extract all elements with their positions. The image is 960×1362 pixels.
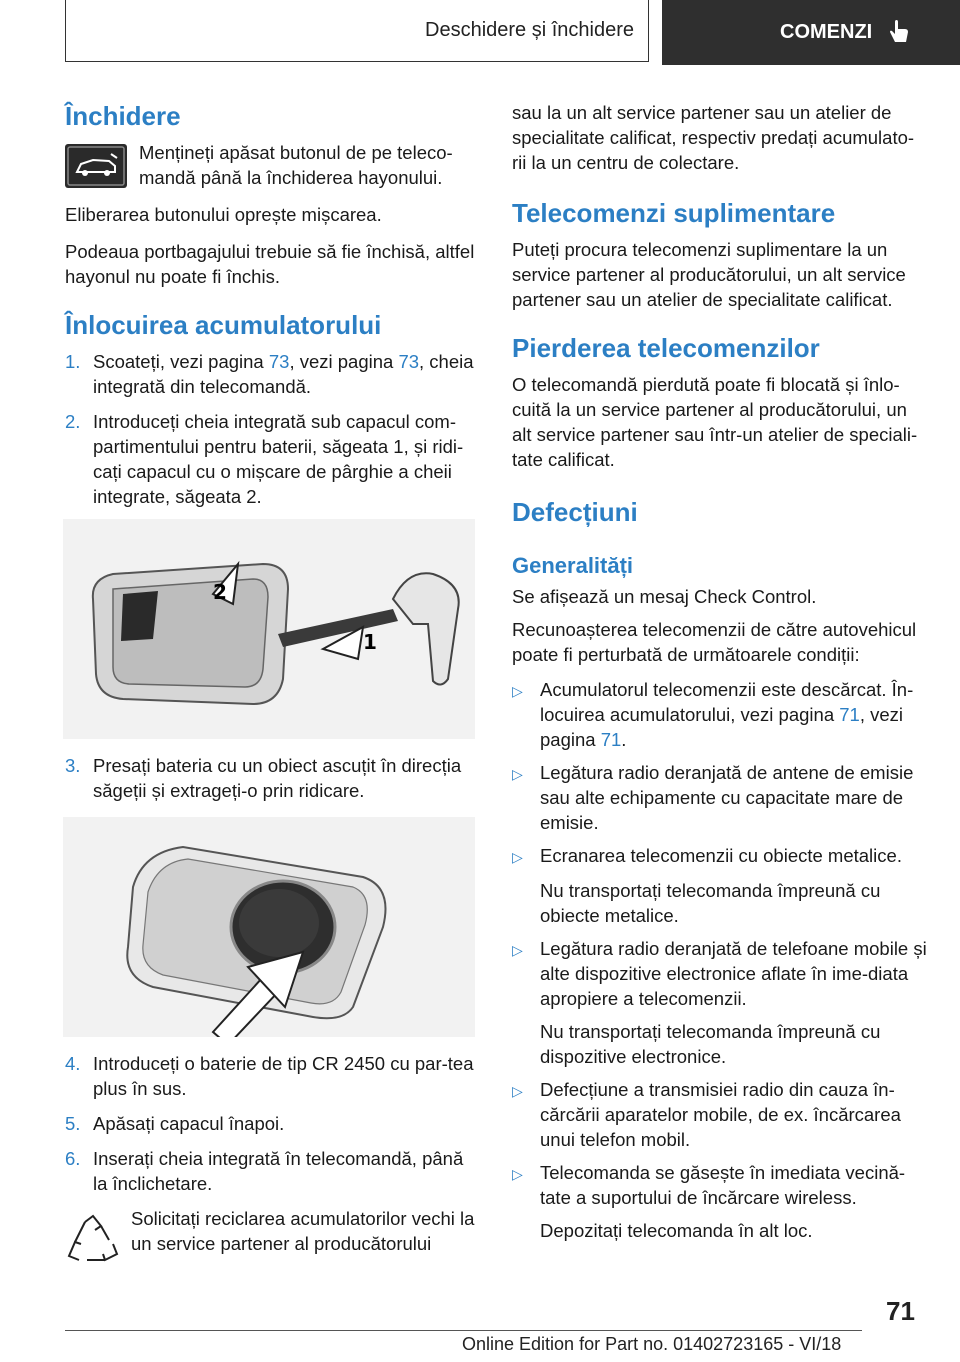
page-number: 71 <box>886 1296 915 1326</box>
page-link[interactable]: 71 <box>839 704 860 725</box>
bullet-text: Telecomanda se găsește în imediata vecină-tate a suportului de încărcare wireless. <box>540 1162 906 1208</box>
general-heading: Generalități <box>512 553 634 578</box>
release-text: Eliberarea butonului oprește mișcarea. <box>65 204 382 225</box>
battery-press-illustration <box>63 817 475 1037</box>
extra-remotes-heading: Telecomenzi suplimentare <box>512 198 836 228</box>
extra-remotes-text: Puteți procura telecomenzi suplimentare la un service partener al producătorului, un alt service partener sau un atelier de specialitate calificat. <box>512 239 906 310</box>
bullet-subtext: Nu transportați telecomanda împreună cu dispozitive electronice. <box>540 1021 881 1067</box>
bullet-subtext: Nu transportați telecomanda împreună cu obiecte metalice. <box>540 880 881 926</box>
step-5 <box>65 1111 477 1136</box>
bullet-text: Acumulatorul telecomenzii este descărcat. În-locuirea acumulatorului, vezi pagina 71, vezi pagina 71. <box>540 679 914 750</box>
loss-text: O telecomandă pierdută poate fi blocată și înlo-cuită la un service partener al producătorului, un alt service partener sau într-un atelier de speciali-tate calificat. <box>512 374 918 470</box>
continuation-text: sau la un alt service partener sau un atelier de specialitate calificat, respectiv predați acumulato-rii la un centru de colectare. <box>512 102 915 173</box>
bullet-text: Ecranarea telecomenzii cu obiecte metalice. <box>540 845 902 866</box>
left-column <box>65 100 477 1280</box>
step-text: Inserați cheia integrată în telecomandă, până la înclichetare. <box>93 1148 464 1194</box>
triangle-bullet-icon: ▷ <box>512 683 523 699</box>
step-number: 2. <box>65 411 81 432</box>
step-number: 1. <box>65 351 81 372</box>
page-link[interactable]: 73 <box>398 351 420 372</box>
bullet-subtext: Depozitați telecomanda în alt loc. <box>540 1220 813 1241</box>
triangle-bullet-icon: ▷ <box>512 942 523 958</box>
list-item <box>512 936 927 1011</box>
loss-heading: Pierderea telecomenzilor <box>512 333 820 363</box>
step-3 <box>65 753 477 803</box>
closing-instruction <box>65 140 477 190</box>
step-text: Presați bateria cu un obiect ascuțit în direcția săgeții și extrageți-o prin ridicare. <box>93 755 462 801</box>
step-text: Introduceți cheia integrată sub capacul com-partimentului pentru baterii, săgeata 1, și ridi-cați capacul cu o mișcare de pârghie a cheii integrate, săgeata 2. <box>93 411 464 507</box>
recycle-note <box>65 1206 477 1268</box>
step-number: 6. <box>65 1148 81 1169</box>
step-text: Scoateți, vezi pagina 73, vezi pagina 73, cheia integrată din telecomandă. <box>93 351 474 397</box>
list-item <box>512 677 927 752</box>
recycle-icon <box>65 1214 121 1268</box>
section-tab <box>65 0 649 62</box>
closing-instruction-text: Mențineți apăsat butonul de pe teleco-mandă până la închiderea hayonului. <box>139 142 453 188</box>
list-item <box>512 1160 927 1210</box>
general-p1: Se afișează un mesaj Check Control. <box>512 586 817 607</box>
step-1 <box>65 349 477 399</box>
right-column <box>512 100 927 1251</box>
general-p2: Recunoașterea telecomenzii de către autovehicul poate fi perturbată de următoarele condiții: <box>512 619 917 665</box>
list-item <box>512 1077 927 1152</box>
triangle-bullet-icon: ▷ <box>512 766 523 782</box>
list-item <box>512 843 927 870</box>
bullet-text: Legătura radio deranjată de antene de emisie sau alte echipamente cu capacitate mare de emisie. <box>540 762 914 833</box>
step-text: Apăsați capacul înapoi. <box>93 1113 285 1134</box>
triangle-bullet-icon: ▷ <box>512 1083 523 1099</box>
hand-pointer-icon <box>888 20 910 46</box>
step-text: Introduceți o baterie de tip CR 2450 cu par-tea plus în sus. <box>93 1053 474 1099</box>
arrow-1-label: 1 <box>363 630 377 654</box>
list-item <box>512 760 927 835</box>
bullet-text: Defecțiune a transmisiei radio din cauza în-cărcării aparatelor mobile, de ex. încărcarea unui telefon mobil. <box>540 1079 901 1150</box>
page-link[interactable]: 71 <box>600 729 622 750</box>
battery-heading: Înlocuirea acumulatorului <box>65 310 382 340</box>
footer-divider <box>65 1330 862 1331</box>
step-number: 5. <box>65 1113 81 1134</box>
battery-removal-figure <box>63 817 475 1037</box>
page-link[interactable]: 73 <box>268 351 290 372</box>
triangle-bullet-icon: ▷ <box>512 849 523 865</box>
edition-footer: Online Edition for Part no. 01402723165 - VI/18 <box>462 1334 842 1354</box>
recycle-text: Solicitați reciclarea acumulatorilor vechi la un service partener al producătorului <box>131 1208 475 1254</box>
triangle-bullet-icon: ▷ <box>512 1166 523 1182</box>
step-4 <box>65 1051 477 1101</box>
chapter-tab <box>662 0 960 65</box>
floor-text: Podeaua portbagajului trebuie să fie închisă, altfel hayonul nu poate fi închis. <box>65 241 475 287</box>
faults-heading: Defecțiuni <box>512 497 638 527</box>
arrow-2-label: 2 <box>213 580 227 604</box>
chapter-title: COMENZI <box>780 21 873 43</box>
step-number: 4. <box>65 1053 81 1074</box>
closing-heading: Închidere <box>65 101 181 131</box>
key-battery-cover-figure <box>63 519 475 739</box>
remote-close-button-icon <box>65 144 127 188</box>
bullet-text: Legătura radio deranjată de telefoane mobile și alte dispozitive electronice aflate în ime-diata apropiere a telecomenzii. <box>540 938 927 1009</box>
section-title: Deschidere și închidere <box>425 19 634 41</box>
key-with-arrows-illustration <box>63 519 475 739</box>
step-2 <box>65 409 477 509</box>
step-number: 3. <box>65 755 81 776</box>
step-6 <box>65 1146 477 1196</box>
